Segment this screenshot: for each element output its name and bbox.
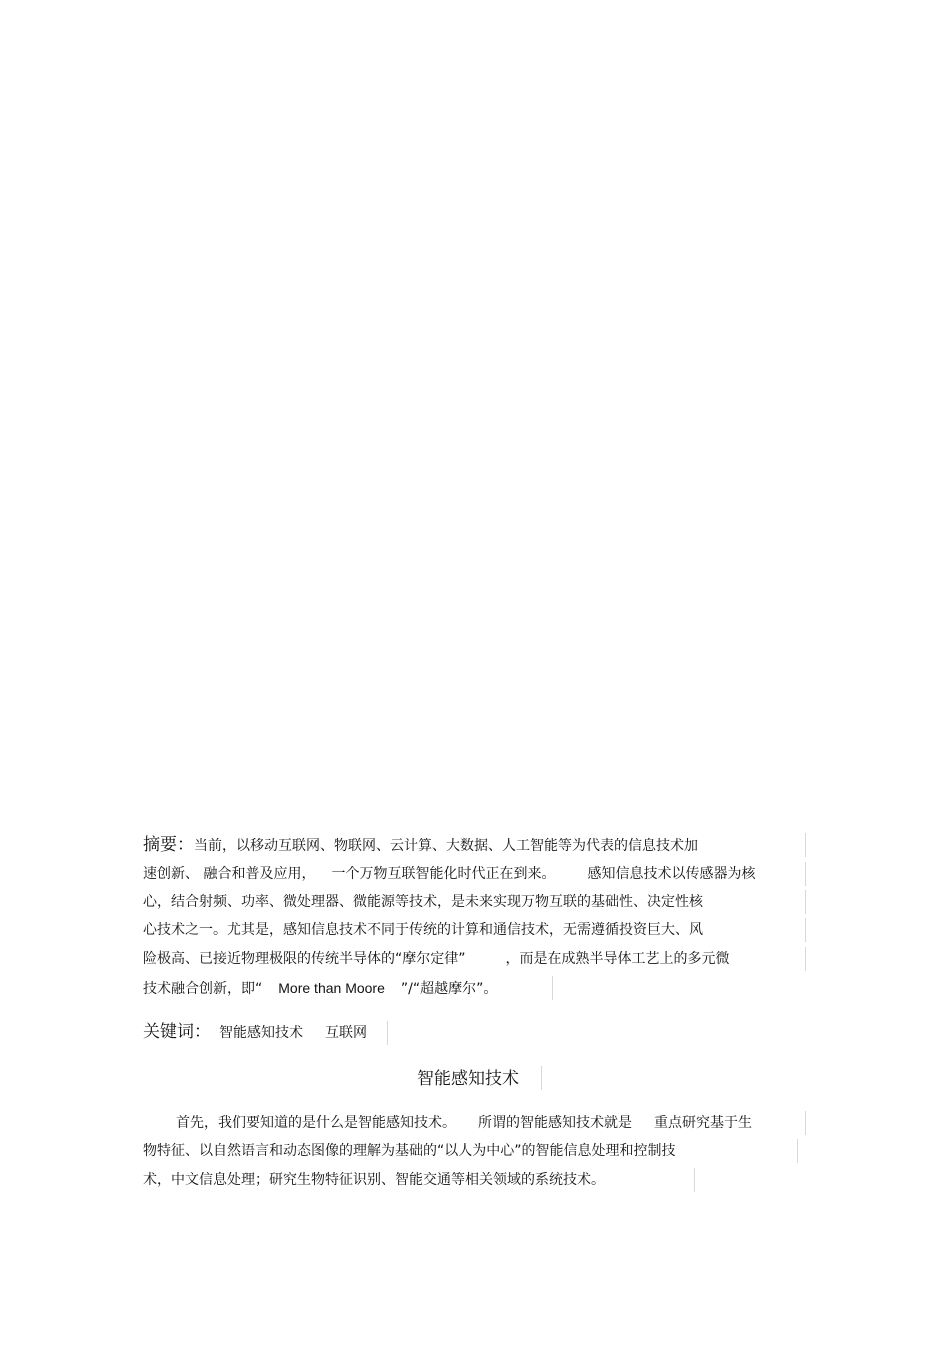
- keywords-label: 关键词：: [143, 1022, 211, 1042]
- keyword-item: 互联网: [325, 1025, 367, 1041]
- body-text: 重点研究基于生: [654, 1115, 752, 1131]
- more-than-moore-text: More than Moore: [278, 980, 385, 996]
- keyword-item: 智能感知技术: [219, 1025, 303, 1041]
- abstract-line-6: [143, 978, 497, 998]
- abstract-text: 感知信息技术以传感器为核: [587, 866, 756, 882]
- abstract-text: 心，结合射频、功率、微处理器、微能源等技术，是未来实现万物互联的基础性、决定性核: [143, 894, 703, 910]
- text-edge-marker: [541, 1066, 542, 1090]
- abstract-text: 心技术之一。尤其是，感知信息技术不同于传统的计算和通信技术，无需遵循投资巨大、风: [143, 922, 703, 938]
- abstract-label: 摘要：: [143, 835, 194, 855]
- abstract-text: 当前，以移动互联网、物联网、云计算、大数据、人工智能等为代表的信息技术加: [194, 838, 698, 854]
- abstract-line-4: [143, 920, 703, 940]
- text-edge-marker: [805, 890, 806, 914]
- text-edge-marker: [797, 1139, 798, 1163]
- abstract-line-1: [143, 835, 698, 855]
- body-text: 物特征、以自然语言和动态图像的理解为基础的“以人为中心”的智能信息处理和控制技: [143, 1143, 676, 1159]
- abstract-line-3: [143, 892, 703, 912]
- abstract-text: 险极高、已接近物理极限的传统半导体的“摩尔定律”: [143, 951, 466, 967]
- text-edge-marker: [805, 862, 806, 886]
- body-line-1: [176, 1113, 752, 1133]
- abstract-text: ，而是在成熟半导体工艺上的多元微: [505, 951, 730, 967]
- abstract-line-5: [143, 949, 730, 969]
- text-edge-marker: [805, 833, 806, 857]
- body-text: 术，中文信息处理；研究生物特征识别、智能交通等相关领域的系统技术。: [143, 1172, 605, 1188]
- text-edge-marker: [552, 976, 553, 1000]
- body-text: 首先，我们要知道的是什么是智能感知技术。: [176, 1115, 456, 1131]
- keywords-line: [143, 1022, 367, 1042]
- section-title: 智能感知技术: [417, 1069, 519, 1089]
- text-edge-marker: [805, 1111, 806, 1135]
- abstract-text: 速创新、 融合和普及应用，: [143, 866, 316, 882]
- body-line-2: [143, 1141, 676, 1161]
- text-edge-marker: [694, 1168, 695, 1192]
- abstract-text: 技术融合创新，即“: [143, 981, 263, 997]
- body-text: 所谓的智能感知技术就是: [478, 1115, 632, 1131]
- text-edge-marker: [387, 1021, 388, 1045]
- text-edge-marker: [805, 918, 806, 942]
- text-edge-marker: [805, 947, 806, 971]
- body-line-3: [143, 1170, 605, 1190]
- abstract-text: ”/“超越摩尔”。: [400, 981, 498, 997]
- abstract-line-2: [143, 864, 755, 884]
- abstract-text: 一个万物互联智能化时代正在到来。: [331, 866, 556, 882]
